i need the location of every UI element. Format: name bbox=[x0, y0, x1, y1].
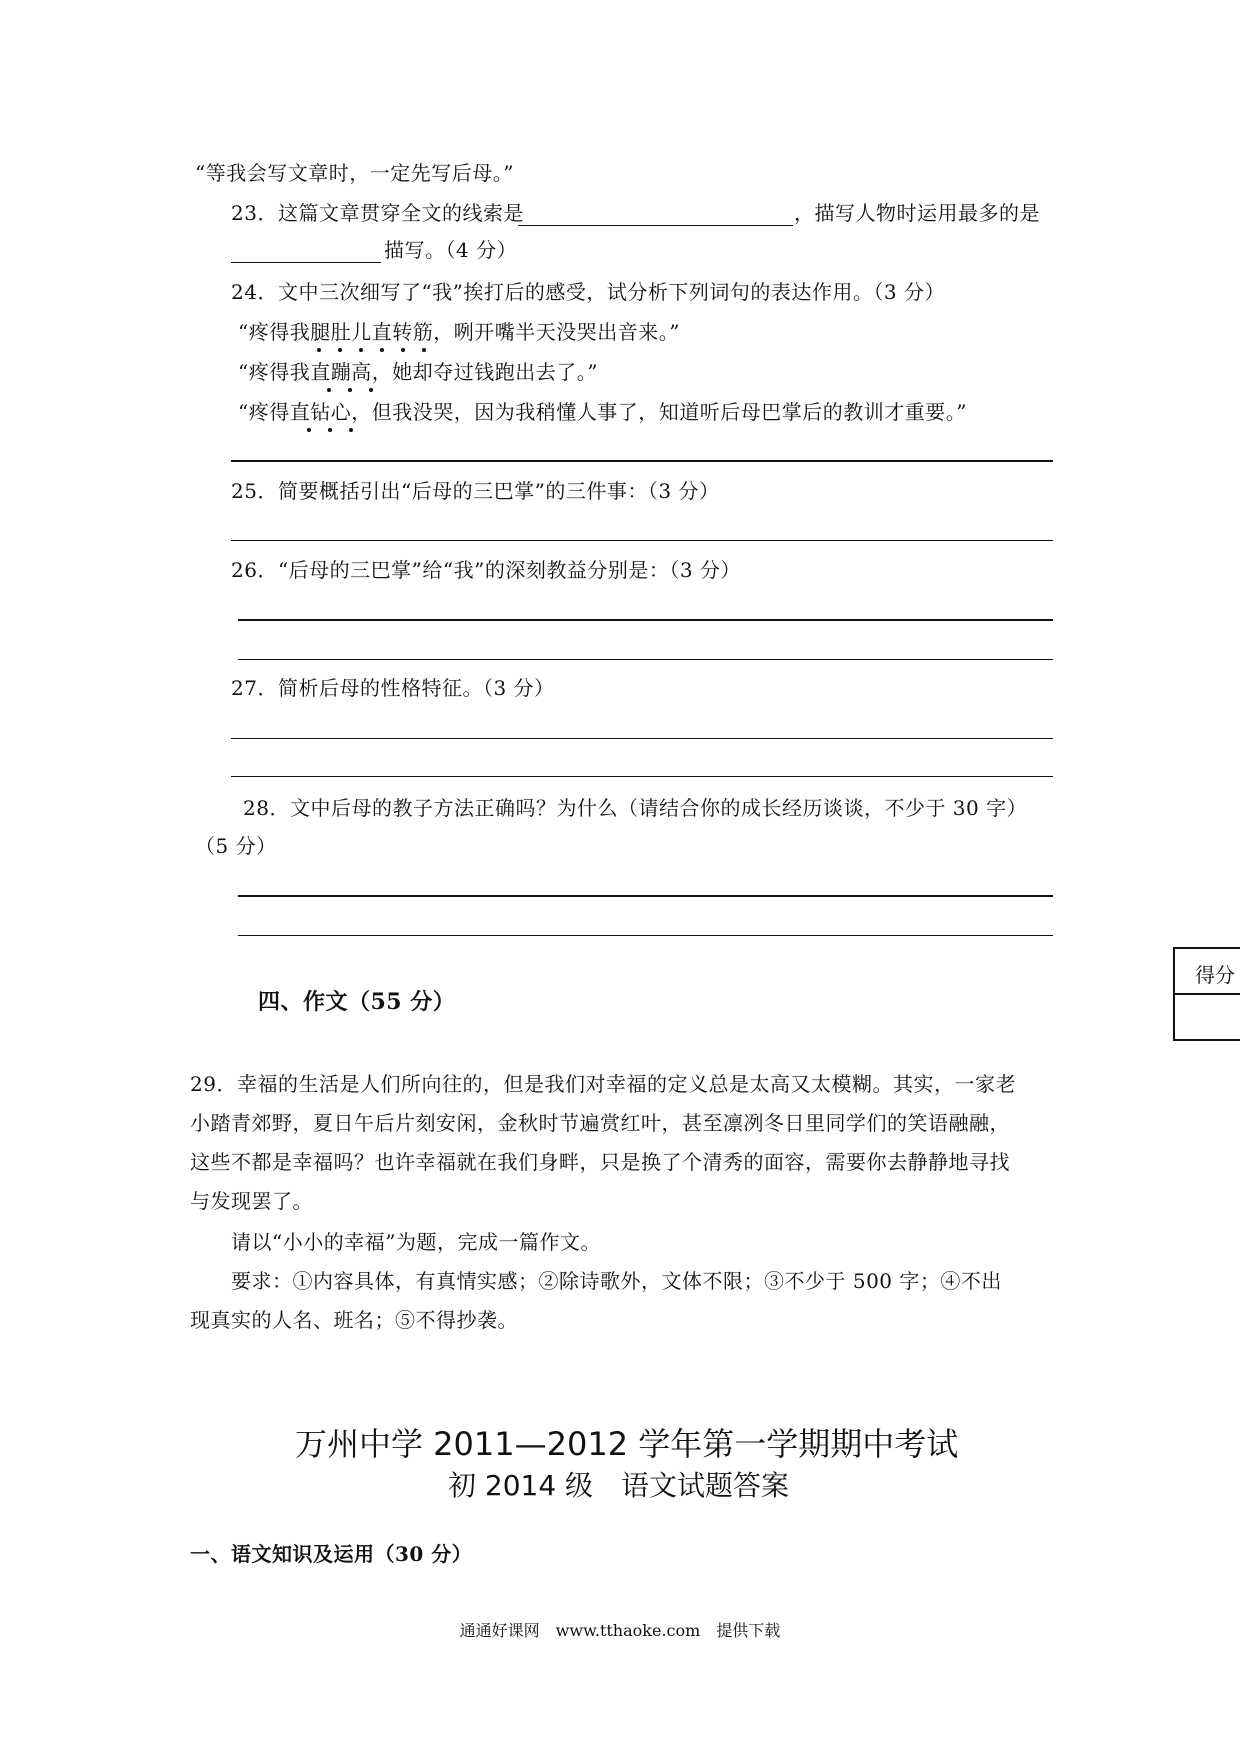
q27-answer-line-2[interactable] bbox=[231, 776, 1053, 777]
section-4-heading: 四、作文（55 分） bbox=[258, 989, 456, 1015]
q25-answer-line[interactable] bbox=[231, 540, 1053, 541]
score-box-label: 得分 bbox=[1195, 963, 1235, 987]
q26-answer-line-1[interactable] bbox=[238, 619, 1053, 621]
q26-answer-line-2[interactable] bbox=[238, 659, 1053, 660]
q24-answer-line[interactable] bbox=[231, 460, 1053, 462]
q23-text-part2: ，描写人物时运用最多的是 bbox=[794, 201, 1040, 225]
q28-prompt-line2: （5 分） bbox=[195, 834, 277, 858]
q29-line-3: 这些不都是幸福吗？也许幸福就在我们身畔，只是换了个清秀的面容，需要你去静静地寻找 bbox=[190, 1150, 1010, 1174]
answer-key-subtitle: 初 2014 级 语文试题答案 bbox=[448, 1469, 790, 1502]
emphasis-dots-2 bbox=[327, 388, 387, 394]
q23-text-part1: 23．这篇文章贯穿全文的线索是 bbox=[231, 201, 524, 225]
q28-answer-line-2[interactable] bbox=[238, 935, 1053, 936]
q29-requirements-2: 现真实的人名、班名；⑤不得抄袭。 bbox=[190, 1308, 518, 1332]
q27-prompt: 27．简析后母的性格特征。（3 分） bbox=[231, 676, 555, 700]
score-box[interactable] bbox=[1173, 947, 1240, 1041]
q27-answer-line-1[interactable] bbox=[231, 738, 1053, 739]
q24-quote-1: “疼得我腿肚儿直转筋，咧开嘴半天没哭出音来。” bbox=[238, 320, 680, 344]
emphasis-dots-3 bbox=[307, 428, 367, 434]
score-box-divider bbox=[1175, 993, 1240, 995]
q23-text-part3: 描写。（4 分） bbox=[384, 238, 518, 262]
q25-prompt: 25．简要概括引出“后母的三巴掌”的三件事：（3 分） bbox=[231, 479, 720, 503]
answer-key-title: 万州中学 2011—2012 学年第一学期期中考试 bbox=[295, 1425, 959, 1463]
q29-instruction: 请以“小小的幸福”为题，完成一篇作文。 bbox=[231, 1230, 601, 1254]
emphasis-dots-1 bbox=[317, 348, 447, 354]
q23-answer-blank-2[interactable] bbox=[231, 262, 381, 263]
q24-quote-2: “疼得我直蹦高，她却夺过钱跑出去了。” bbox=[238, 360, 598, 384]
q29-requirements-1: 要求：①内容具体，有真情实感；②除诗歌外，文体不限；③不少于 500 字；④不出 bbox=[231, 1269, 1002, 1293]
q28-prompt-line1: 28．文中后母的教子方法正确吗？为什么（请结合你的成长经历谈谈，不少于 30 字） bbox=[243, 796, 1028, 820]
passage-end-text: “等我会写文章时，一定先写后母。” bbox=[195, 161, 514, 185]
q24-prompt: 24．文中三次细写了“我”挨打后的感受，试分析下列词句的表达作用。（3 分） bbox=[231, 280, 945, 304]
page-footer: 通通好课网 www.tthaoke.com 提供下载 bbox=[459, 1621, 781, 1640]
q29-line-1: 29．幸福的生活是人们所向往的，但是我们对幸福的定义总是太高又太模糊。其实，一家老 bbox=[190, 1072, 1016, 1096]
q29-line-2: 小踏青郊野，夏日午后片刻安闲，金秋时节遍赏红叶，甚至凛冽冬日里同学们的笑语融融， bbox=[190, 1111, 1010, 1135]
q24-quote-3: “疼得直钻心，但我没哭，因为我稍懂人事了，知道听后母巴掌后的教训才重要。” bbox=[238, 400, 967, 424]
q23-answer-blank-1[interactable] bbox=[518, 225, 793, 226]
q28-answer-line-1[interactable] bbox=[238, 895, 1053, 897]
q26-prompt: 26．“后母的三巴掌”给“我”的深刻教益分别是：（3 分） bbox=[231, 558, 741, 582]
answer-section-1-heading: 一、语文知识及运用（30 分） bbox=[190, 1542, 473, 1566]
q29-line-4: 与发现罢了。 bbox=[190, 1189, 313, 1213]
